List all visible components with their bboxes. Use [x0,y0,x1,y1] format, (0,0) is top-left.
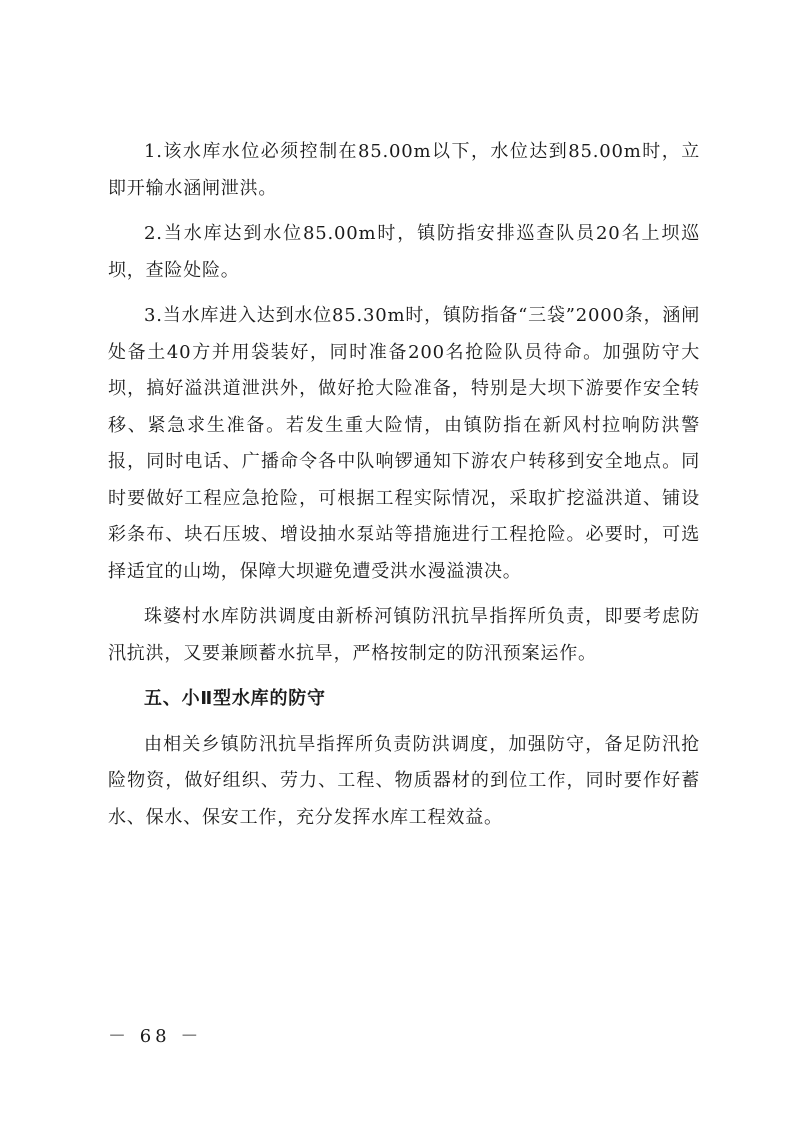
paragraph-patrol-arrangement: 2.当水库达到水位85.00m时，镇防指安排巡查队员20名上坝巡坝，查险处险。 [108,223,700,281]
paragraph-emergency-measures: 3.当水库进入达到水位85.30m时，镇防指备“三袋”2000条，涵闸处备土40方并用袋装好，同时准备200名抢险队员待命。加强防守大坝，搞好溢洪道泄洪外，做好抢大险准备，特别是大坝下游要作安全转移、紧急求生准备。若发生重大险情，由镇防指在新风村拉响防洪警报，同时电话、广播命令各中队响锣通知下游农户转移到安全地点。同时要做好工程应急抢险，可根据工程实际情况，采取扩挖溢洪道、铺设彩条布、块石压坡、增设抽水泵站等措施进行工程抢险。必要时，可选择适宜的山坳，保障大坝避免遭受洪水漫溢溃决。 [108,305,700,582]
section-heading: 五、小Ⅱ型水库的防守 [144,688,326,709]
paragraph-small-reservoir-defense: 由相关乡镇防汛抗旱指挥所负责防洪调度，加强防守，备足防汛抢险物资，做好组织、劳力、工程、物质器材的到位工作，同时要作好蓄水、保水、保安工作，充分发挥水库工程效益。 [108,733,700,828]
paragraph-dispatch-responsibility: 珠婆村水库防洪调度由新桥河镇防汛抗旱指挥所负责，即要考虑防汛抗洪，又要兼顾蓄水抗旱，严格按制定的防汛预案运作。 [108,606,700,664]
paragraph-water-level-limit: 1.该水库水位必须控制在85.00m以下，水位达到85.00m时，立即开输水涵闸泄洪。 [108,141,700,199]
body-text [108,134,700,845]
page-number: － 68 － [108,1026,203,1047]
